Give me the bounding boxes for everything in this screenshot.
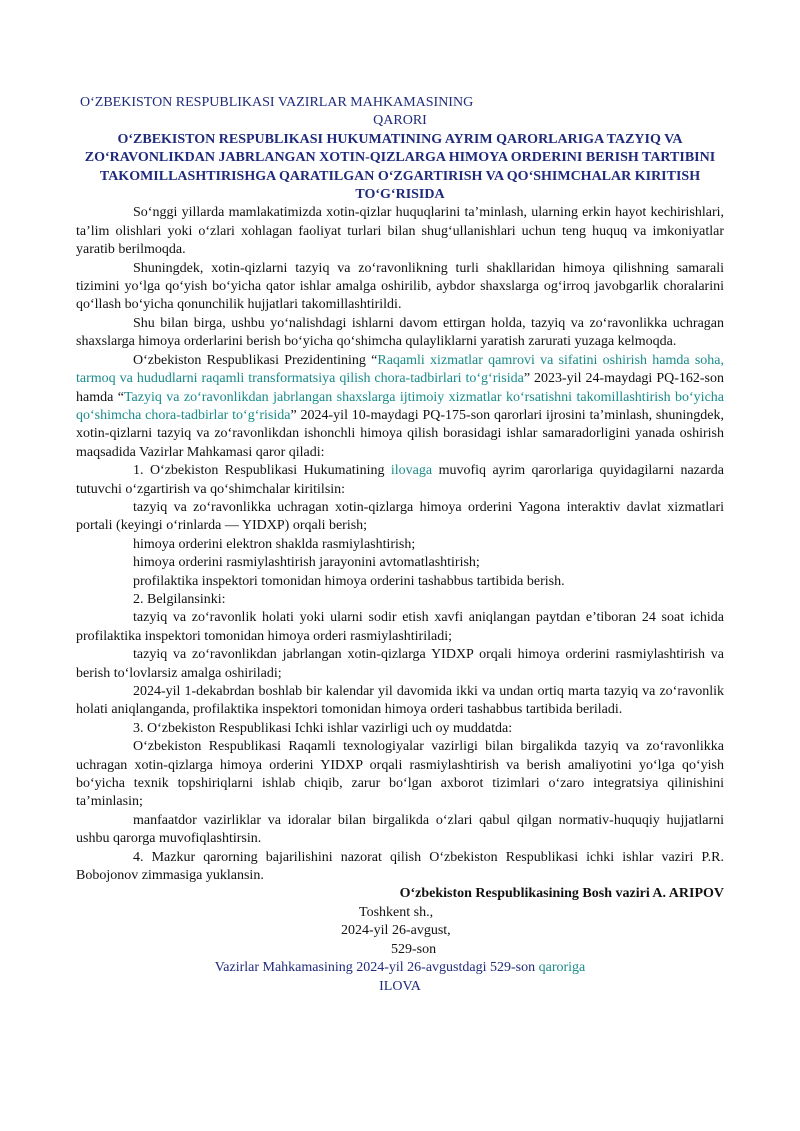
paragraph-12: tazyiq va zo‘ravonlikdan jabrlangan xotin-qizlarga YIDXP orqali himoya orderini rasmiylashtirish va berish to‘lovlarsiz amalga oshiriladi; [76,647,724,681]
p5-text-a: 1. O‘zbekiston Respublikasi Hukumatining [133,463,391,479]
doc-type: QARORI [373,113,427,129]
document-page [76,94,724,996]
paragraph-14: 3. O‘zbekiston Respublikasi Ichki ishlar vazirligi uch oy muddatda: [133,720,513,736]
paragraph-11: tazyiq va zo‘ravonlik holati yoki ularni sodir etish xavfi aniqlangan paytdan e’tiboran 24 soat ichida profilaktika inspektori tomonidan himoya orderi rasmiylashtiriladi; [76,610,724,644]
paragraph-6: tazyiq va zo‘ravonlikka uchragan xotin-qizlarga himoya orderini Yagona interaktiv davlat xizmatlari portali (keyingi o‘rinlarda — YIDXP) orqali berish; [76,499,724,534]
annex-label: ILOVA [379,978,421,994]
annex-ref-text: Vazirlar Mahkamasining 2024-yil 26-avgustdagi 529-son [214,960,539,976]
paragraph-3: Shu bilan birga, ushbu yo‘nalishdagi ishlarni davom ettirgan holda, tazyiq va zo‘ravonlikka uchragan shaxslarga himoya orderlarini berish bo‘yicha qo‘shimcha qulayliklarni yaratish zarurati yuzaga kelmoqda. [76,315,724,350]
org-line: O‘ZBEKISTON RESPUBLIKASI VAZIRLAR MAHKAMASINING [80,95,474,110]
paragraph-15: O‘zbekiston Respublikasi Raqamli texnologiyalar vazirligi bilan birgalikda tazyiq va zo‘ravonlikka uchragan xotin-qizlarga himoya orderini YIDXP orqali rasmiylashtirish va berish amaliyotini yo‘lga qo‘yish bo‘yicha texnik topshiriqlarni ishlab chiqib, zarur bo‘lgan axborot tizimlari o‘zaro integratsiya qilinishini ta’minlasin; [76,739,724,810]
paragraph-9: profilaktika inspektori tomonidan himoya orderini tashabbus tartibida berish. [133,573,565,589]
pq-175-link[interactable]: Tazyiq va zo‘ravonlikdan jabrlangan shaxslarga ijtimoiy xizmatlar ko‘rsatishni takomillashtirish bo‘yicha qo‘shimcha chora-tadbirlar to‘g‘risida [76,389,724,423]
document-title: O‘ZBEKISTON RESPUBLIKASI HUKUMATINING AYRIM QARORLARIGA TAZYIQ VA ZO‘RAVONLIKDAN JABRLANGAN XOTIN-QIZLARGA HIMOYA ORDERINI BERISH TARTIBINI TAKOMILLASHTIRISHGA QARATILGAN O‘ZGARTIRISH VA QO‘SHIMCHALAR KIRITISH TO‘G‘RISIDA [84,131,716,203]
paragraph-13: 2024-yil 1-dekabrdan boshlab bir kalendar yil davomida ikki va undan ortiq marta tazyiq va zo‘ravonlik holati aniqlanganda, profilaktika inspektori tomonidan himoya orderi tashabbus tartibida beriladi. [76,684,724,718]
paragraph-2: Shuningdek, xotin-qizlarni tazyiq va zo‘ravonlikning turli shakllaridan himoya qilishning samarali tizimini yo‘lga qo‘yish bo‘yicha qator ishlar amalga oshirilib, aybdor shaxslarga og‘irroq javobgarlik choralarini qo‘llash bo‘yicha qonunchilik hujjatlari takomillashtirildi. [76,260,724,313]
signature: O‘zbekiston Respublikasining Bosh vaziri A. ARIPOV [399,886,724,902]
p4-text-b: ” 2023-yil 24-maydagi PQ-162-son hamda “ [76,371,724,405]
paragraph-7: himoya orderini elektron shaklda rasmiylashtirish; [133,536,416,552]
document-number: 529-son [391,941,437,957]
p5-text-b: muvofiq ayrim qarorlariga quyidagilarni nazarda tutuvchi o‘zgartirish va qo‘shimchalar kiritilsin: [76,463,724,497]
p4-text-a: O‘zbekiston Respublikasi Prezidentining “ [133,352,378,368]
paragraph-10: 2. Belgilansinki: [133,591,226,607]
paragraph-17: 4. Mazkur qarorning bajarilishini nazorat qilish O‘zbekiston Respublikasi ichki ishlar vaziri P.R. Bobojonov zimmasiga yuklansin. [76,849,724,884]
paragraph-4 [76,352,724,462]
place: Toshkent sh., [359,904,434,920]
paragraph-1: So‘nggi yillarda mamlakatimizda xotin-qizlar huquqlarini ta’minlash, ularning erkin hayot kechirishlari, ta’lim olishlari yoki o‘zlari xohlagan faoliyat turlari bilan shug‘ullanishlari uchun teng huquq va imkoniyatlar yaratib berilmoqda. [76,205,724,258]
annex-link[interactable]: ilovaga [390,463,433,479]
decision-link[interactable]: qaroriga [538,960,586,976]
date: 2024-yil 26-avgust, [341,923,451,939]
pq-162-link[interactable]: Raqamli xizmatlar qamrovi va sifatini oshirish hamda soha, tarmoq va hududlarni raqamli transformatsiya qilish chora-tadbirlari to‘g‘risida [76,352,724,387]
paragraph-16: manfaatdor vazirliklar va idoralar bilan birgalikda o‘zlari qabul qilgan normativ-huquqiy hujjatlarni ushbu qarorga muvofiqlashtirsin. [76,812,724,847]
annex-reference [76,959,724,977]
p4-text-c: ” 2024-yil 10-maydagi PQ-175-son qarorlari ijrosini ta’minlash, shuningdek, xotin-qizlarni tazyiq va zo‘ravonlikdan ishonchli himoya qilish borasidagi ishlar samaradorligini yanada oshirish maqsadida Vazirlar Mahkamasi qaror qiladi: [76,407,724,460]
paragraph-8: himoya orderini rasmiylashtirish jarayonini avtomatlashtirish; [133,555,480,571]
paragraph-5 [76,462,724,499]
